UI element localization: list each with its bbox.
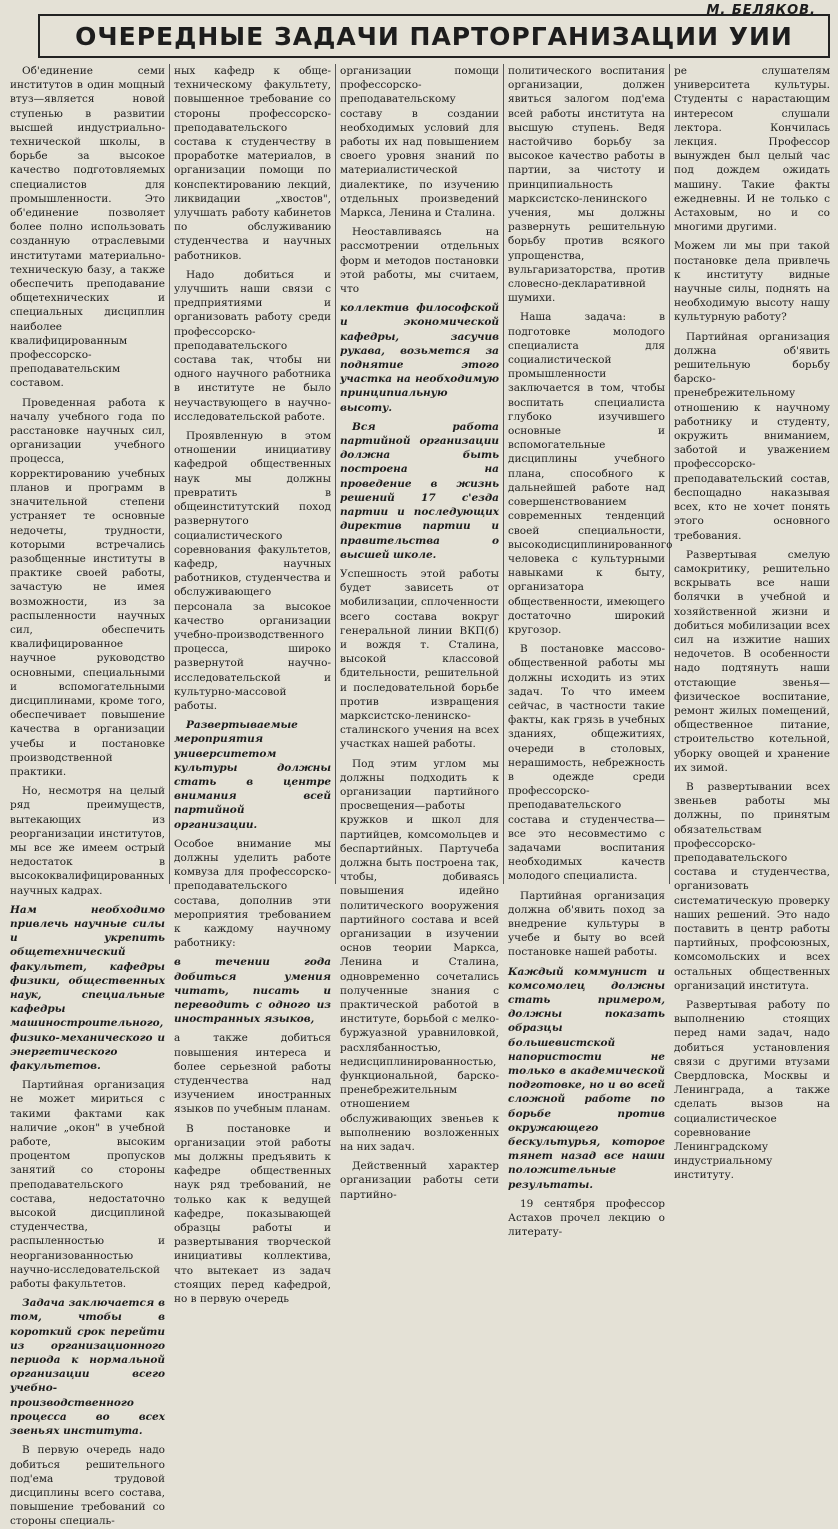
paragraph: В постановке и организации этой работы мы должны предъявить к кафедре общественных наук ряд требований, не только как к ведущей кафедре, показывающей образцы работы и развертывания творческой инициативы коллектива, что вытекает из задач стоящих перед кафедрой, но в первую очередь [174,1122,331,1306]
paragraph: Можем ли мы при такой постановке дела привлечь к институту видные научные силы, поднять на необходимую высоту нашу культурную работу? [674,240,830,324]
paragraph: Проведенная работа к началу учебного года по расстановке научных сил, организации учебного процесса, корректированию учебных планов и программ в значительной степени устраняет те основные недочеты, трудности, которыми встречались разобщенные институты в практике своей работы, зачастую не имея возможности, из за распыленности научных сил, обеспечить квалифицированное научное руководство основными, специальными и вспомогательными дисциплинами, кроме того, обеспечивает повышение качества в организации учебы и постановке производственной практики. [10,396,165,778]
paragraph: Партийная организация должна об'явить решительную борьбу барско-пренебрежительному отношению к научному работнику и студенту, окружить вниманием, заботой и уважением профессорско-преподавательский состав, беспощадно наказывая всех, кто не хочет понять этого основного требования. [674,330,830,542]
emphasis-paragraph: коллектив философской и экономической кафедры, засучив рукава, возьмется за поднятие этого участка на необходимую принципиальную высоту. [340,302,499,414]
paragraph: Партийная организация должна об'явить поход за внедрение культуры в учебе и быту во всей постановке нашей работы. [508,889,665,959]
article-column-1 [6,64,170,1528]
article-columns [6,64,834,1528]
headline-box [38,14,830,58]
paragraph: Успешность этой работы будет зависеть от мобилизации, сплоченности всего состава вокруг генеральной линии ВКП(б) и вождя т. Сталина, высокой классовой бдительности, решительной и последовательной борьбе против извращения марксистско-ленинско-сталинского учения на всех участках нашей работы. [340,567,499,751]
article-column-4 [504,64,673,1239]
paragraph: Неоставливаясь на рассмотрении отдельных форм и методов постановки этой работы, мы считаем, что [340,226,499,296]
paragraph: В постановке массово-общественной работы мы должны исходить из этих задач. То что имеем сейчас, в частности такие факты, как грязь в учебных зданиях, общежитиях, очереди в столовых, нерашимость, небрежность в одежде среди профессорско-преподавательского состава и студенчества—все это несовместимо с задачами воспитания необходимых качеств молодого специалиста. [508,643,665,883]
paragraph: Особое внимание мы должны уделить работе комвуза для профессорско-преподавательского состава, дополнив эти мероприятия требованием к каждому научному работнику: [174,837,331,950]
paragraph: В первую очередь надо добиться решительного под'ема трудовой дисциплины всего состава, повышение требований со стороны специаль- [10,1444,165,1528]
paragraph: Под этим углом мы должны подходить к организации партийного просвещения—работы кружков и школ для партийцев, комсомольцев и беспартийных. Партучеба должна быть построена так, чтобы, добиваясь повышения идейно политического вооружения партийного состава и всей организации в изучении основ теории Маркса, Ленина и Сталина, одновременно сочетались полученные знания с практической работой в институте, борьбой с мелко-буржуазной уравниловкой, расхлябанностью, недисциплинированностью, функциональной, барско-пренебрежительным отношением обслуживающих звеньев к выполнению возложенных на них задач. [340,757,499,1154]
article-column-2 [170,64,336,1306]
author-byline: М. БЕЛЯКОВ. [706,3,816,18]
paragraph: Партийная организация не может мириться с такими фактами как наличие „окон" в учебной работе, высоким процентом пропусков занятий со стороны преподавательского состава, недостаточно высокой дисциплиной студенчества, распыленностью и неорганизованностью научно-исследовательской работы факультетов. [10,1079,165,1291]
paragraph: политического воспитания организации, должен явиться залогом под'ема всей работы института на высшую ступень. Ведя настойчиво борьбу за высокое качество работы в партии, за чистоту и принципиальность марксистско-ленинского учения, мы должны развернуть решительную борьбу против всякого упрощенства, вульгаризаторства, против словесно-декларативной шумихи. [508,65,665,305]
paragraph: Надо добиться и улучшить наши связи с предприятиями и организовать работу среди профессорско-преподавательского состава так, чтобы ни одного научного работника в институте не было неучаствующего в научно-исследовательской работе. [174,268,331,423]
paragraph: В развертывании всех звеньев работы мы должны, по принятым обязательствам профессорско-преподавательского состава и студенчества, организовать систематическую проверку наших решений. Это надо поставить в центр работы партийных, профсоюзных, комсомольских и всех остальных общественных организаций института. [674,780,830,992]
emphasis-paragraph: в течении года добиться умения читать, писать и переводить с одного из иностранных языков, [174,956,331,1026]
paragraph: Действенный характер организации работы сети партийно- [340,1160,499,1201]
page-title: ОЧЕРЕДНЫЕ ЗАДАЧИ ПАРТОРГАНИЗАЦИИ УИИ [75,21,793,51]
paragraph: Развертывая работу по выполнению стоящих перед нами задач, надо добиться установления связи с другими втузами Свердловска, Москвы и Ленинграда, а также сделать вызов на социалистическое соревнование Ленинградскому индустриальному институту. [674,999,830,1182]
paragraph: Но, несмотря на целый ряд преимуществ, вытекающих из реорганизации институтов, мы все же имеем острый недостаток в высококвалифицированных научных кадрах. [10,785,165,897]
article-column-3 [336,64,504,1201]
paragraph: ре слушателям университета культуры. Студенты с нарастающим интересом слушали лектора. Кончилась лекция. Профессор вынужден был целый час под дождем ожидать машину. Такие факты ежедневны. И не только с Астаховым, но и со многими другими. [674,65,830,234]
paragraph: 19 сентября профессор Астахов прочел лекцию о литерату- [508,1197,665,1239]
paragraph: организации помощи профессорско-преподавательскому составу в создании необходимых условий для работы их над повышением своего уровня знаний по материалистической диалектике, по изучению отдельных произведений Маркса, Ленина и Сталина. [340,65,499,220]
emphasis-paragraph: Каждый коммунист и комсомолец должны стать примером, должны показать образцы большевистской напористости не только в академической подготовке, но и во всей сложной работе по борьбе против окружающего бескультурья, которое тянет назад все наши положительные результаты. [508,965,665,1191]
paragraph: Наша задача: в подготовке молодого специалиста для социалистической промышленности заключается в том, чтобы воспитать специалиста глубоко изучившего основные и вспомогательные дисциплины учебного плана, способного к дальнейшей работе над совершенствованием современных тенденций своей специальности, высокодисциплинированного человека с культурными навыками к быту, организатора общественности, имеющего достаточно широкий кругозор. [508,311,673,636]
emphasis-paragraph: Развертываемые мероприятия университетом культуры должны стать в центре внимания всей партийной организации. [174,719,331,831]
paragraph: Проявленную в этом отношении инициативу кафедрой общественных наук мы должны превратить в общеинститутский поход развернутого социалистического соревнования факультетов, кафедр, научных работников, студенчества и обслуживающего персонала за высокое качество организации учебно-производственного процесса, широко развернутой научно-исследовательской и культурно-массовой работы. [174,430,331,712]
emphasis-paragraph: Вся работа партийной организации должна быть построена на проведение в жизнь решений 17 с'езда партии и последующих директив партии и правительства о высшей школе. [340,420,499,561]
paragraph: а также добиться повышения интереса и более серьезной работы студенчества над изучением иностранных языков по учебным планам. [174,1032,331,1116]
emphasis-paragraph: Нам необходимо привлечь научные силы и укрепить общетехнический факультет, кафедры физики, общественных наук, специальные кафедры машиностроительного, физико-механического и энергетического факультетов. [10,903,165,1073]
emphasis-paragraph: Задача заключается в том, чтобы в короткий срок перейти из организационного периода к нормальной организации всего учебно-производственного процесса во всех звеньях института. [10,1297,165,1438]
paragraph: Развертывая смелую самокритику, решительно вскрывать все наши болячки в учебной и хозяйственной жизни и добиться мобилизации всех сил на изжитие наших недочетов. В особенности надо подтянуть наши отстающие звенья—физическое воспитание, ремонт жилых помещений, общественное питание, строительство котельной, уборку овощей и хранение их зимой. [674,548,830,774]
paragraph: Об'единение семи институтов в один мощный втуз—является новой ступенью в развитии высшей индустриально-технической школы, в борьбе за высокое качество подготовляемых специалистов для промышленности. Это об'единение позволяет более полно использовать созданную отраслевыми институтами материально-техническую базу, а также обеспечить преподавание общетехнических и специальных дисциплин наиболее квалифицированным профессорско-преподавательским составом. [10,65,165,390]
article-column-5 [670,64,834,1182]
paragraph: ных кафедр к обще-техническому факультету, повышенное требование со стороны профессорско-преподавательского состава к студенчеству в проработке материалов, в организации помощи по конспектированию лекций, ликвидации „хвостов", улучшать работу кабинетов по обслуживанию студенчества и научных работников. [174,65,331,262]
